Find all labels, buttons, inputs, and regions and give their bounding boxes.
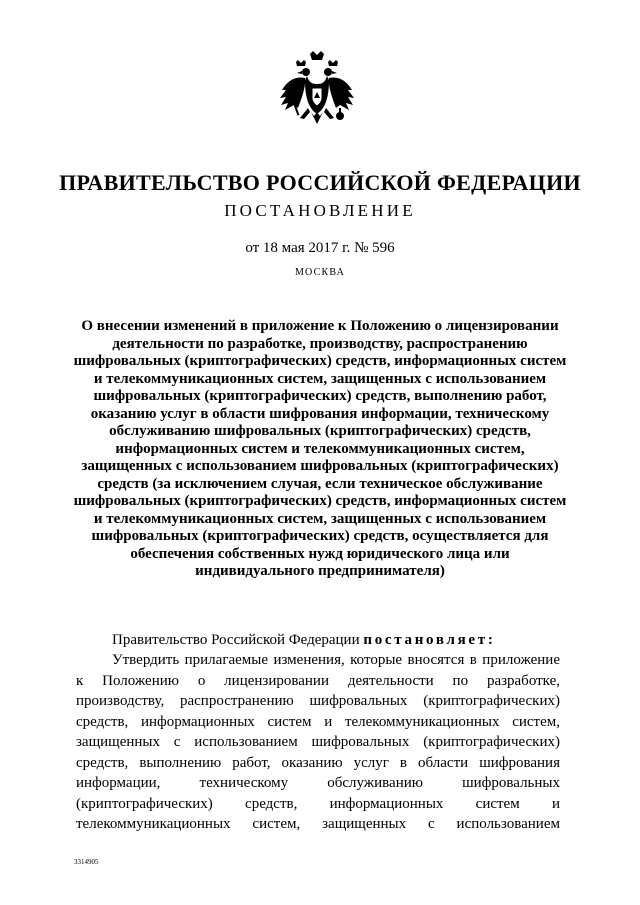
coat-of-arms-emblem	[276, 50, 358, 140]
body-line: средств, выполнению работ, оказанию услуг в области шифрования	[76, 754, 560, 771]
city: МОСКВА	[294, 267, 346, 278]
document-number-footer: 3314905	[74, 858, 99, 866]
body-line: (криптографических) средств, информационных систем и	[76, 795, 560, 812]
body-line: к Положению о лицензировании деятельности по разработке,	[76, 672, 560, 689]
body-line: Утвердить прилагаемые изменения, которые вносятся в приложение	[112, 652, 560, 668]
date-and-number: от 18 мая 2017 г. № 596	[245, 240, 395, 256]
body-line: телекоммуникационных систем, защищенных с использованием	[76, 816, 560, 832]
body-line: информации, техническому обслуживанию шифровальных	[76, 775, 560, 791]
preamble-action: постановляет:	[363, 632, 496, 648]
preamble	[112, 632, 496, 649]
preamble-lead: Правительство Российской Федерации	[112, 632, 360, 648]
body-line: производству, распространению шифровальных (криптографических)	[76, 693, 560, 709]
body-paragraph	[76, 650, 560, 835]
body-line: средств, информационных систем и телекоммуникационных систем,	[76, 713, 560, 730]
resolution-heading: О внесении изменений в приложение к Положению о лицензировании деятельности по разработке, производству, распространению шифровальных (криптографических) средств, информационных систем и телекоммуникационных систем, защищенных с использованием шифровальных (криптографических) средств, выполнению работ, оказанию услуг в области шифрования информации, техническому обслуживанию шифровальных (криптографических) средств, информационных систем и телекоммуникационных систем, защищенных с использованием шифровальных (криптографических) средств (за исключением случая, если техническое обслуживание шифровальных (криптографических) средств, информационных систем и телекоммуникационных систем, защищенных с использованием шифровальных (криптографических) средств, осуществляется для обеспечения собственных нужд юридического лица или индивидуального предпринимателя)	[73, 318, 567, 579]
body-line: защищенных с использованием шифровальных (криптографических)	[76, 734, 560, 750]
government-title: ПРАВИТЕЛЬСТВО РОССИЙСКОЙ ФЕДЕРАЦИИ	[59, 170, 581, 195]
document-type: ПОСТАНОВЛЕНИЕ	[224, 201, 416, 220]
